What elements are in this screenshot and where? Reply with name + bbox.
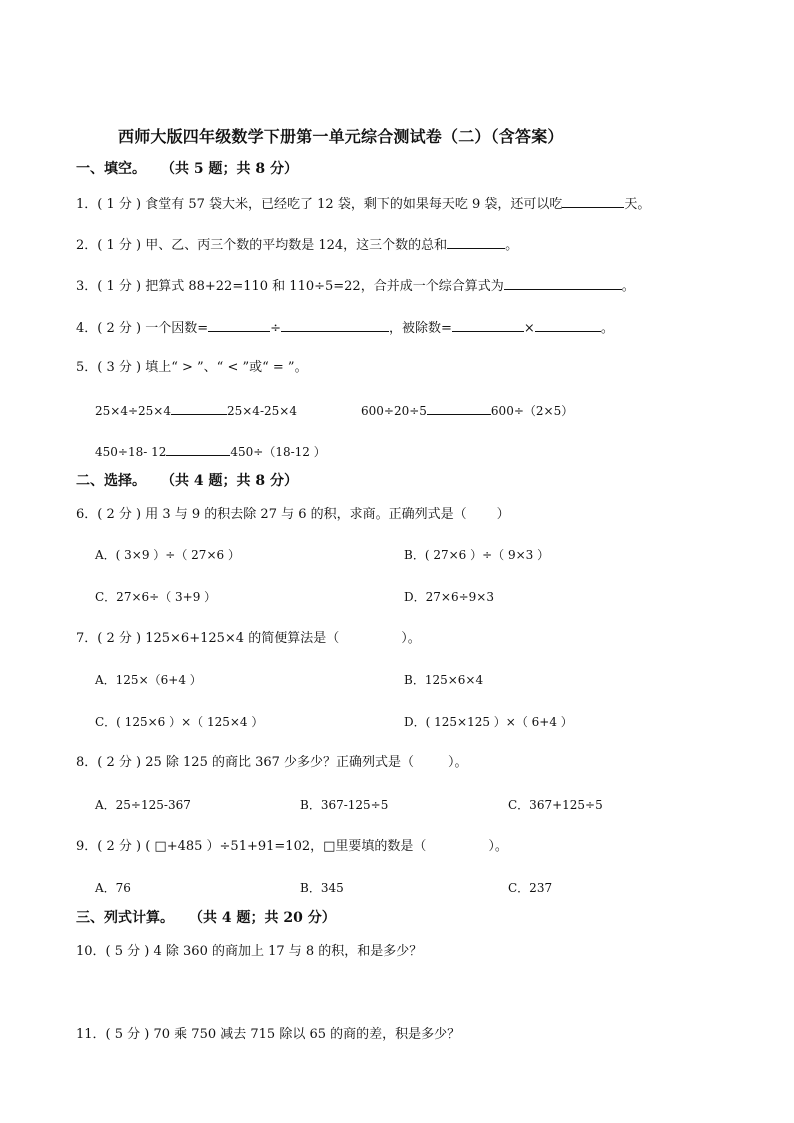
answer-blank[interactable]: [427, 402, 491, 415]
option-c[interactable]: C．237: [508, 881, 553, 895]
divide-sign: ÷: [270, 321, 282, 336]
question-text: 8．( 2 分 ) 25 除 125 的商比 367 少多少？正确列式是（: [76, 755, 415, 770]
option-a[interactable]: A．76: [95, 881, 131, 895]
question-11: 11．( 5 分 ) 70 乘 750 减去 715 除以 65 的商的差，积是多少？: [76, 1027, 461, 1042]
question-5: [76, 360, 308, 376]
compare-item-1: [95, 402, 297, 419]
question-tail: 天。: [624, 197, 651, 212]
question-tail: 。: [600, 321, 614, 336]
question-close: ）。: [448, 755, 468, 770]
answer-blank[interactable]: [535, 319, 601, 332]
answer-blank[interactable]: [504, 277, 622, 290]
answer-blank[interactable]: [447, 236, 505, 249]
option-b[interactable]: B．367-125÷5: [300, 798, 389, 812]
section-heading-calculation: [76, 910, 336, 926]
answer-blank[interactable]: [281, 319, 389, 332]
section-meta: （共 4 题；共 20 分）: [196, 910, 336, 926]
compare-item-3: [95, 443, 326, 460]
question-4: [76, 319, 614, 337]
compare-right: 25×4-25×4: [226, 404, 297, 418]
compare-right: 450÷（18-12 ）: [230, 445, 326, 459]
question-tail: 。: [505, 238, 519, 253]
question-text: 6．( 2 分 ) 用 3 与 9 的积去除 27 与 6 的积，求商。正确列式是（: [76, 507, 467, 522]
answer-blank[interactable]: [562, 195, 624, 208]
option-c[interactable]: C．( 125×6 ）×（ 125×4 ）: [95, 715, 264, 729]
question-tail: 。: [621, 279, 635, 294]
section-meta: （共 5 题；共 8 分）: [168, 161, 298, 177]
compare-right: 600÷（2×5）: [490, 404, 574, 418]
question-1: [76, 195, 650, 213]
question-8: [76, 755, 468, 771]
option-d[interactable]: D．27×6÷9×3: [404, 590, 494, 604]
section-label: 三、列式计算。: [76, 910, 174, 926]
question-7: [76, 631, 421, 647]
page-title: 西师大版四年级数学下册第一单元综合测试卷（二）（含答案）: [118, 127, 564, 146]
question-text: 1．( 1 分 ) 食堂有 57 袋大米，已经吃了 12 袋，剩下的如果每天吃 9 袋，还可以吃: [76, 197, 563, 212]
question-close: ）。: [488, 839, 508, 854]
section-label: 二、选择。: [76, 473, 146, 489]
question-6: [76, 507, 510, 523]
answer-blank[interactable]: [452, 319, 524, 332]
question-text: 4．( 2 分 ) 一个因数=: [76, 321, 209, 336]
option-c[interactable]: C．27×6÷（ 3+9 ）: [95, 590, 217, 604]
answer-blank[interactable]: [166, 443, 230, 456]
multiply-sign: ×: [523, 321, 535, 336]
answer-blank[interactable]: [208, 319, 270, 332]
option-b[interactable]: B．( 27×6 ）÷（ 9×3 ）: [404, 548, 550, 562]
compare-left: 25×4÷25×4: [95, 404, 171, 418]
section-heading-choice: [76, 473, 298, 489]
question-text: 3．( 1 分 ) 把算式 88+22=110 和 110÷5=22，合并成一个综合算式为: [76, 279, 504, 294]
compare-left: 450÷18- 12: [95, 445, 167, 459]
compare-left: 600÷20÷5: [361, 404, 427, 418]
question-text: 2．( 1 分 ) 甲、乙、丙三个数的平均数是 124，这三个数的总和: [76, 238, 448, 253]
compare-item-2: [361, 402, 573, 419]
option-a[interactable]: A．( 3×9 ）÷（ 27×6 ）: [95, 548, 240, 562]
question-text: 9．( 2 分 ) ( □+485 ）÷51+91=102，□里要填的数是（: [76, 839, 427, 854]
question-9: [76, 839, 508, 855]
option-a[interactable]: A．25÷125-367: [95, 798, 191, 812]
option-d[interactable]: D．( 125×125 ）×（ 6+4 ）: [404, 715, 573, 729]
question-text: ，被除数=: [389, 321, 452, 336]
answer-blank[interactable]: [171, 402, 227, 415]
question-close: ）。: [401, 631, 421, 646]
section-label: 一、填空。: [76, 161, 146, 177]
question-2: [76, 236, 518, 254]
option-a[interactable]: A．125×（6+4 ）: [95, 673, 202, 687]
option-b[interactable]: B．345: [300, 881, 344, 895]
option-c[interactable]: C．367+125÷5: [508, 798, 603, 812]
section-heading-fill-in: [76, 161, 298, 177]
section-meta: （共 4 题；共 8 分）: [168, 473, 298, 489]
question-close: ）: [496, 507, 510, 522]
question-10: 10．( 5 分 ) 4 除 360 的商加上 17 与 8 的积，和是多少？: [76, 944, 423, 959]
question-3: [76, 277, 635, 295]
question-text: 7．( 2 分 ) 125×6+125×4 的简便算法是（: [76, 631, 340, 646]
question-text: 5．( 3 分 ) 填上“ > ”、“ < ”或“ = ”。: [76, 360, 308, 375]
option-b[interactable]: B．125×6×4: [404, 673, 484, 687]
